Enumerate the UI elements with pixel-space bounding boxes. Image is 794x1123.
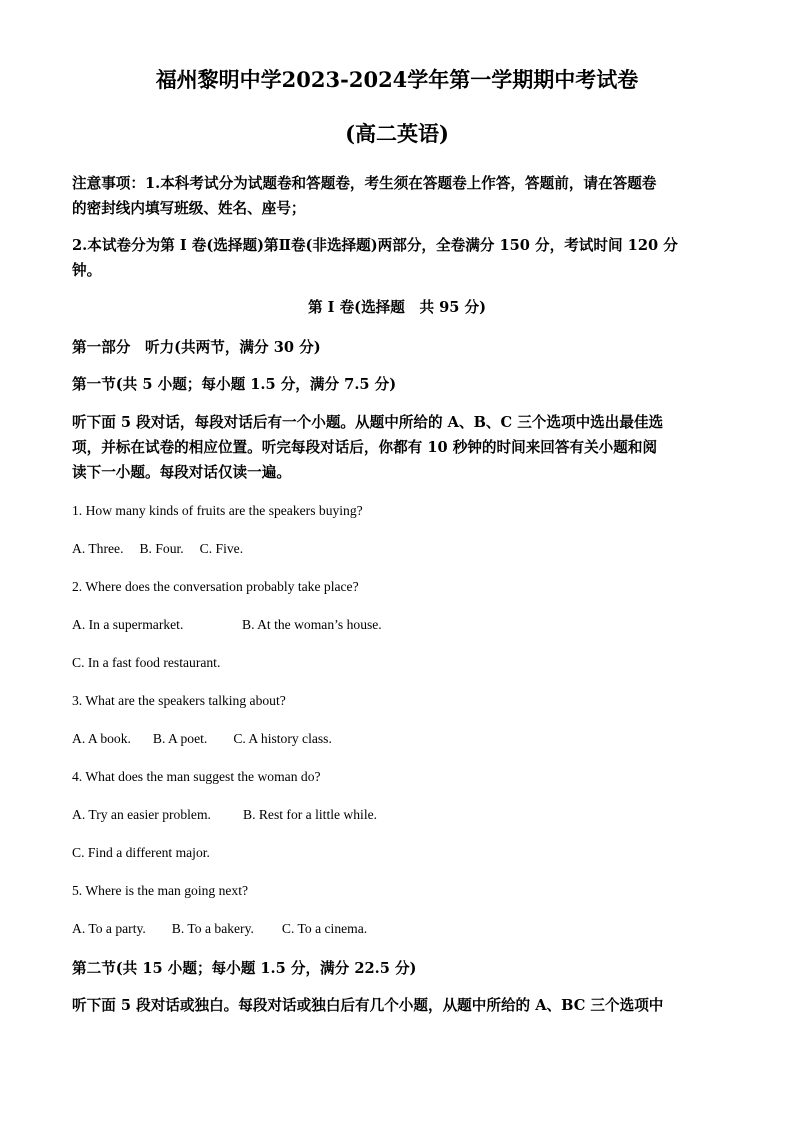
question-5-stem: 5. Where is the man going next? xyxy=(72,883,249,898)
section2-instructions-line-1: 听下面 5 段对话或独白。每段对话或独白后有几个小题，从题中所给的 A、BC 三个选项中 xyxy=(72,997,664,1014)
question-5-option-c: C. To a cinema. xyxy=(281,921,368,936)
question-2-option-b: B. At the woman’s house. xyxy=(242,617,382,632)
question-4-stem: 4. What does the man suggest the woman do? xyxy=(72,769,321,784)
exam-subtitle: (高二英语) xyxy=(345,121,449,146)
question-1-option-b: B. Four. xyxy=(139,541,184,556)
question-2-option-c: C. In a fast food restaurant. xyxy=(72,655,221,670)
notes-line-1: 注意事项：1.本科考试分为试题卷和答题卷，考生须在答题卷上作答，答题前，请在答题卷 xyxy=(72,175,657,192)
question-3-option-a: A. A book. xyxy=(72,731,131,746)
question-3-options xyxy=(72,730,332,748)
question-1-options xyxy=(72,540,243,558)
question-4-option-c: C. Find a different major. xyxy=(72,845,210,860)
volume-heading: 第 I 卷(选择题 共 95 分) xyxy=(307,299,487,316)
notes-line-2: 的密封线内填写班级、姓名、座号； xyxy=(72,200,306,217)
notes-line-4: 钟。 xyxy=(72,262,102,279)
section1-instructions-line-1: 听下面 5 段对话，每段对话后有一个小题。从题中所给的 A、B、C 三个选项中选出最佳选 xyxy=(72,414,664,431)
question-1-option-c: C. Five. xyxy=(199,541,244,556)
section1-instructions-line-2: 项，并标在试卷的相应位置。听完每段对话后，你都有 10 秒钟的时间来回答有关小题和阅 xyxy=(72,439,658,456)
question-3-stem: 3. What are the speakers talking about? xyxy=(72,693,286,708)
question-4-option-a: A. Try an easier problem. xyxy=(72,807,211,822)
part1-heading: 第一部分 听力(共两节，满分 30 分) xyxy=(72,339,321,356)
question-1-stem: 1. How many kinds of fruits are the speakers buying? xyxy=(72,503,363,518)
question-5-options xyxy=(72,920,367,938)
question-3-option-c: C. A history class. xyxy=(233,731,332,746)
question-5-option-b: B. To a bakery. xyxy=(171,921,254,936)
notes-line-3: 2.本试卷分为第 I 卷(选择题)第Ⅱ卷(非选择题)两部分，全卷满分 150 分，考试时间 120 分 xyxy=(72,237,678,254)
exam-title: 福州黎明中学2023-2024学年第一学期期中考试卷 xyxy=(155,67,639,92)
question-3-option-b: B. A poet. xyxy=(152,731,208,746)
question-2-option-a: A. In a supermarket. xyxy=(72,617,184,632)
section1-heading: 第一节(共 5 小题；每小题 1.5 分，满分 7.5 分) xyxy=(72,376,397,393)
question-4-option-b: B. Rest for a little while. xyxy=(243,807,378,822)
question-2-stem: 2. Where does the conversation probably take place? xyxy=(72,579,359,594)
section2-heading: 第二节(共 15 小题；每小题 1.5 分，满分 22.5 分) xyxy=(72,960,417,977)
question-1-option-a: A. Three. xyxy=(72,541,124,556)
question-5-option-a: A. To a party. xyxy=(72,921,146,936)
section1-instructions-line-3: 读下一小题。每段对话仅读一遍。 xyxy=(72,464,291,481)
